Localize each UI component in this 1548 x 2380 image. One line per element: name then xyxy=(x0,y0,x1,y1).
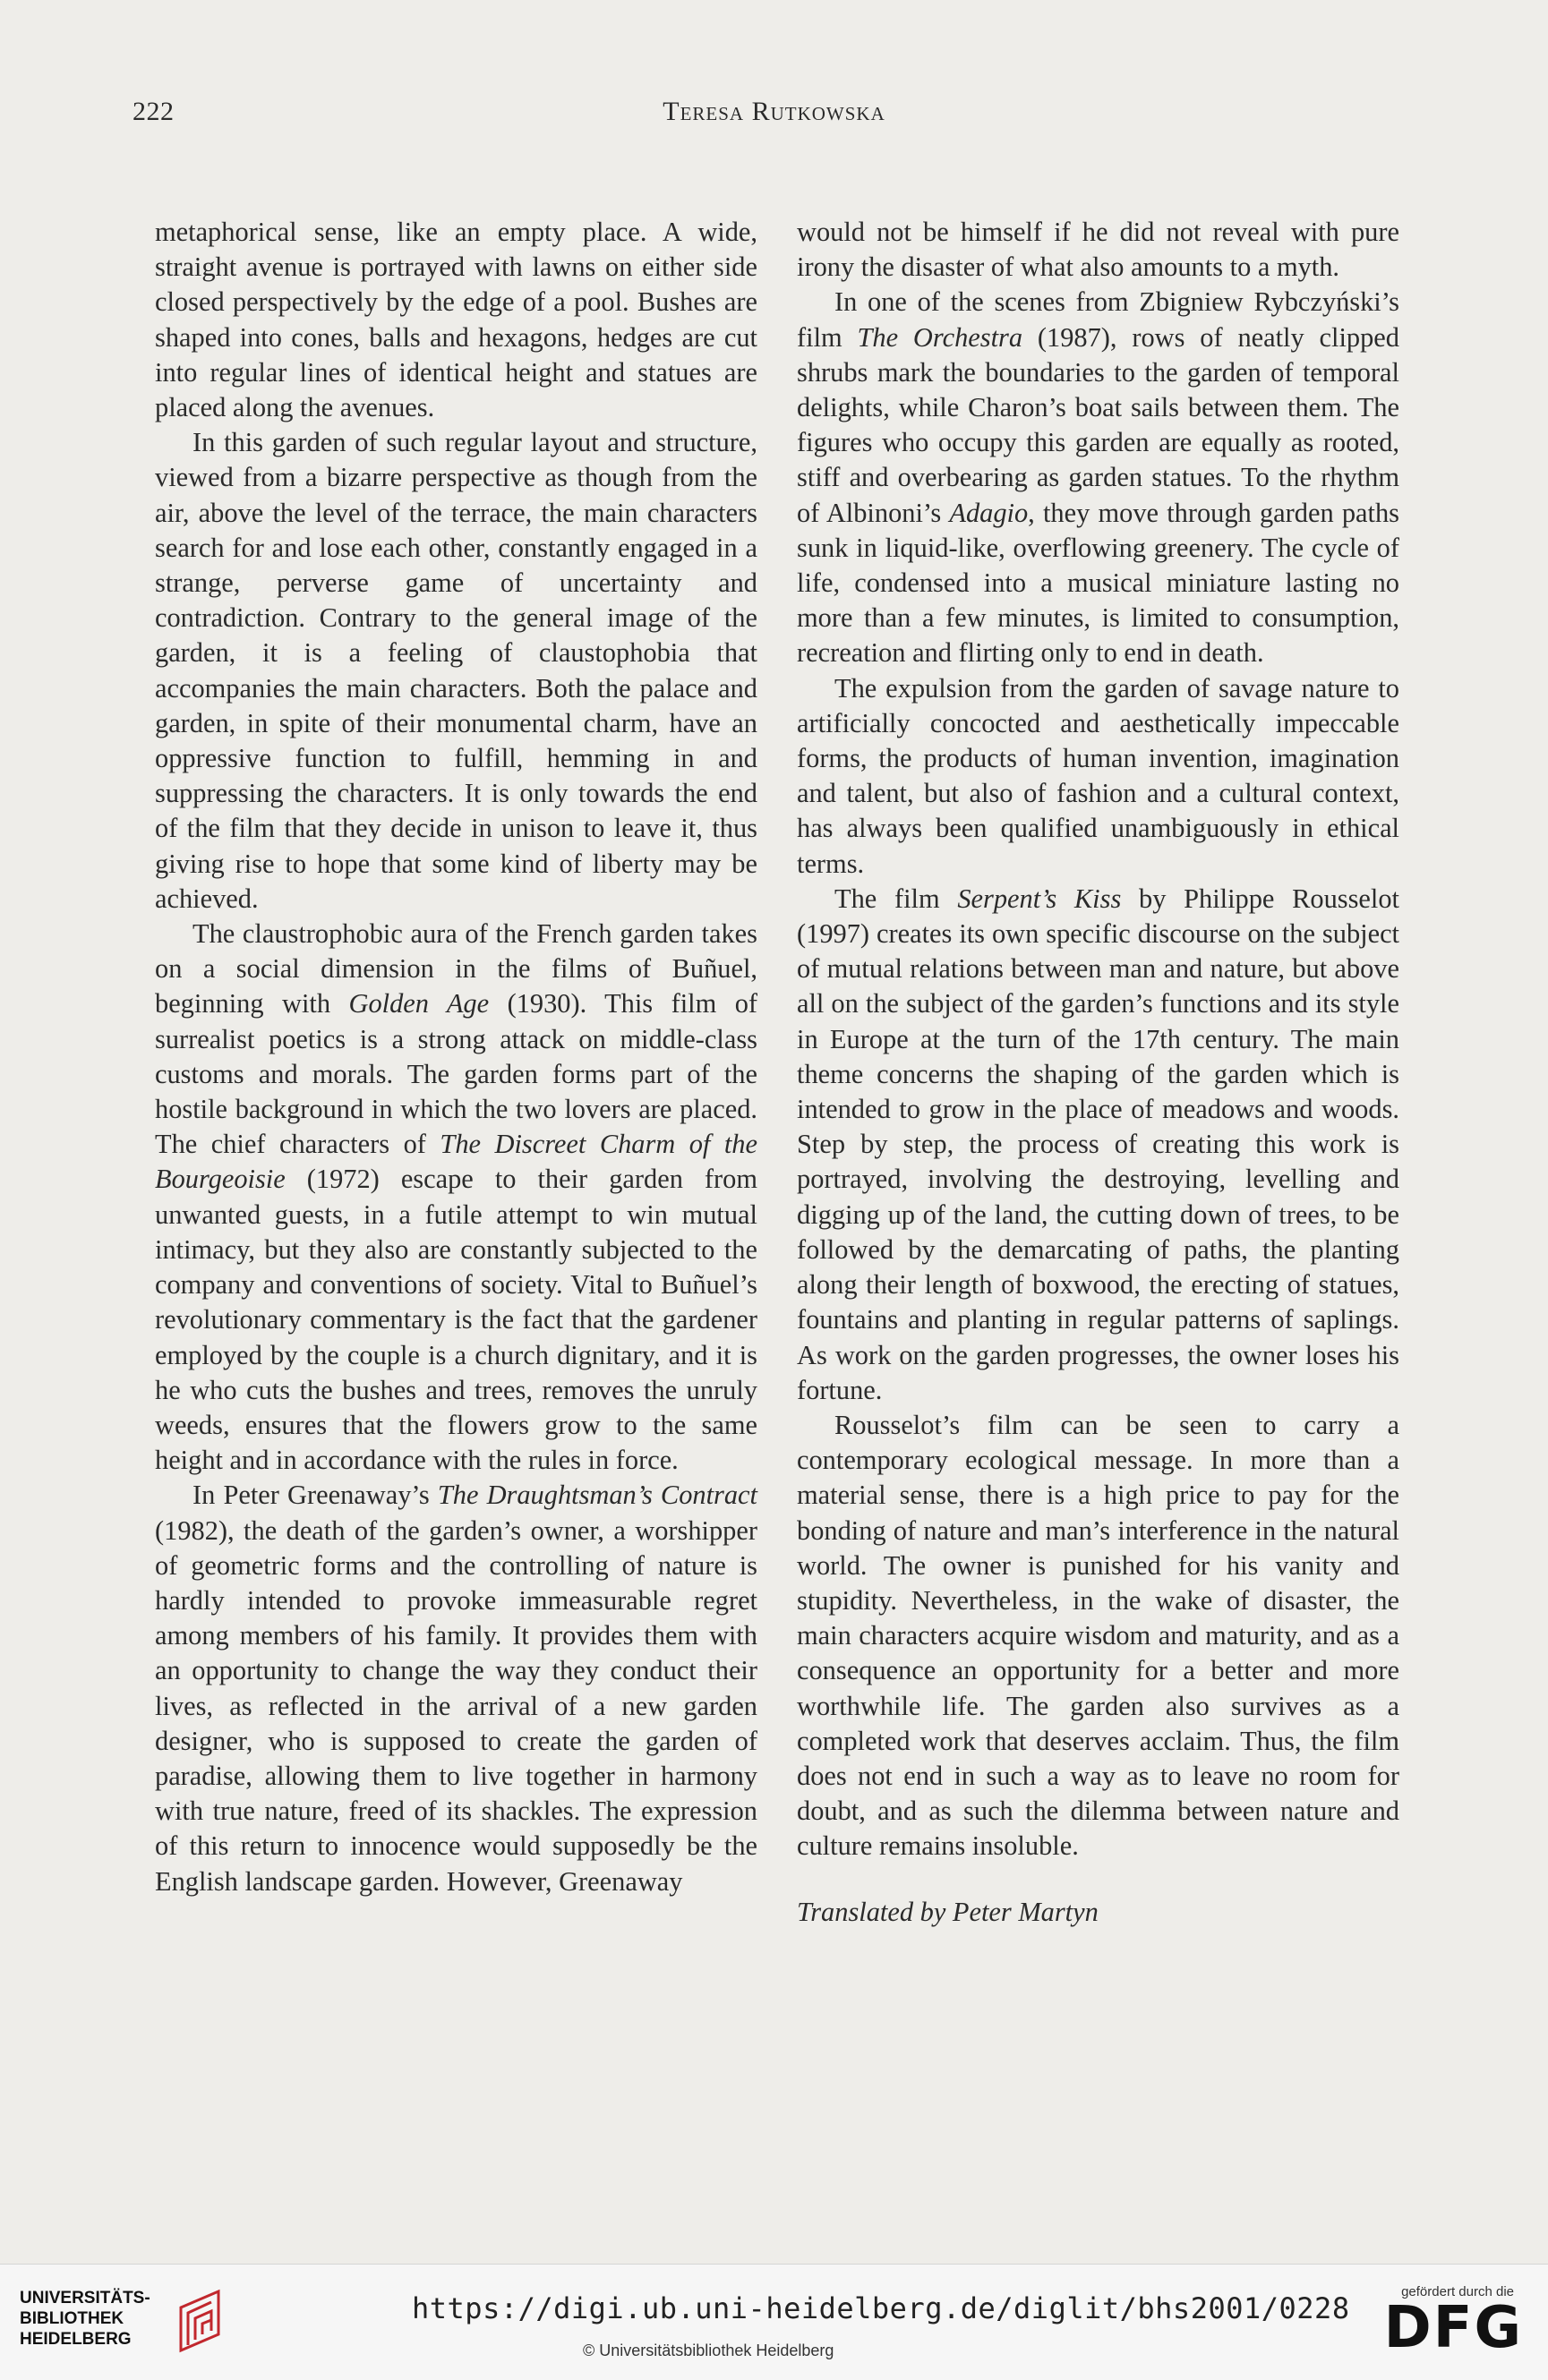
permalink-url[interactable]: https://digi.ub.uni-heidelberg.de/diglit/bhs2001/0228 xyxy=(412,2291,1350,2325)
right-column xyxy=(797,215,1399,1930)
paragraph: The film Serpent’s Kiss by Philippe Rousselot (1997) creates its own specific discourse on the subject of mutual relations between man and nature, but above all on the subject of the garden’s functions and its style in Europe at the turn of the 17th century. The main theme concerns the shaping of the garden which is intended to grow in the place of meadows and woods. Step by step, the process of creating this work is portrayed, involving the destroying, levelling and digging up of the land, the cutting down of trees, to be followed by the demarcating of paths, the planting along their length of boxwood, the erecting of statues, fountains and planting in regular patterns of saplings. As work on the garden progresses, the owner loses his fortune. xyxy=(797,883,1400,1405)
funded-by-text: gefördert durch die xyxy=(1401,2284,1514,2299)
library-logo[interactable] xyxy=(20,2288,252,2359)
running-head: Teresa Rutkowska xyxy=(663,97,885,126)
paragraph: metaphorical sense, like an empty place. A wide, straight avenue is portrayed with lawns on either side closed perspectively by the edge of a pool. Bushes are shaped into cones, balls and hexagons, hedges are cut into regular lines of identical height and statues are placed along the avenues. xyxy=(155,217,757,423)
page-number: 222 xyxy=(133,97,175,126)
film-title: The Draughtsman’s Contract xyxy=(437,1480,757,1511)
film-title: The Discreet Charm of the Bourgeoisie xyxy=(155,1129,757,1195)
paragraph: Rousselot’s film can be seen to carry a contemporary ecological message. In more than a material sense, there is a high price to pay for the bonding of nature and man’s interference in the natural world. The owner is punished for his vanity and stupidity. Nevertheless, in the wake of disaster, the main characters acquire wisdom and maturity, and as a consequence an opportunity for a better and more worthwhile life. The garden also survives as a completed work that deserves acclaim. Thus, the film does not end in such a way as to leave no room for doubt, and as such the dilemma between nature and culture remains insoluble. xyxy=(797,1409,1399,1862)
music-title: Adagio xyxy=(949,497,1029,528)
library-emblem-icon xyxy=(172,2288,235,2359)
digitization-footer xyxy=(0,2264,1548,2380)
paragraph: The expulsion from the garden of savage nature to artificially concocted and aesthetically impeccable forms, the products of human invention, imagination and talent, but also of fashion and a cultural context, has always been qualified unambiguously in ethical terms. xyxy=(797,672,1399,879)
film-title: Golden Age xyxy=(348,988,490,1019)
translator-credit: Translated by Peter Martyn xyxy=(797,1896,1099,1927)
dfg-wordmark: DFG xyxy=(1383,2295,1523,2361)
paragraph: In Peter Greenaway’s The Draughtsman’s Contract (1982), the death of the garden’s owner, a worshipper of geometric forms and the controlling of nature is hardly intended to provoke immeasurable regret among members of his family. It provides them with an opportunity to change the way they conduct their lives, as reflected in the arrival of a new garden designer, who is supposed to create the garden of paradise, allowing them to live together in harmony with true nature, freed of its shackles. The expression of this return to innocence would supposedly be the English landscape garden. However, Greenaway xyxy=(155,1480,757,1897)
paragraph: The claustrophobic aura of the French garden takes on a social dimension in the films of Buñuel, beginning with Golden Age (1930). This film of surrealist poetics is a strong attack on middle-class customs and morals. The garden forms part of the hostile background in which the two lovers are placed. The chief characters of The Discreet Charm of the Bourgeoisie (1972) escape to their garden from unwanted guests, in a futile attempt to win mutual intimacy, but they also are constantly subjected to the company and conventions of society. Vital to Buñuel’s revolutionary commentary is the fact that the gardener employed by the couple is a church dignitary, and it is he who cuts the bushes and trees, removes the unruly weeds, ensures that the flowers grow to the same height and in accordance with the rules in force. xyxy=(155,918,758,1476)
paragraph: would not be himself if he did not reveal with pure irony the disaster of what also amounts to a myth. xyxy=(797,217,1399,283)
paragraph: In one of the scenes from Zbigniew Rybczyński’s film The Orchestra (1987), rows of neatly clipped shrubs mark the boundaries to the garden of temporal delights, while Charon’s boat sails between them. The figures who occupy this garden are equally as rooted, stiff and overbearing as garden statues. To the rhythm of Albinoni’s Adagio, they move through garden paths sunk in liquid-like, overflowing greenery. The cycle of life, condensed into a musical miniature lasting no more than a few minutes, is limited to consumption, recreation and flirting only to end in death. xyxy=(797,286,1399,669)
paragraph: In this garden of such regular layout and structure, viewed from a bizarre perspective as though from the air, above the level of the terrace, the main characters search for and lose each other, constantly engaged in a strange, perverse game of uncertainty and contradiction. Contrary to the general image of the garden, it is a feeling of claustophobia that accompanies the main characters. Both the palace and garden, in spite of their monumental charm, have an oppressive function to fulfill, hemming in and suppressing the characters. It is only towards the end of the film that they decide in unison to leave it, thus giving rise to hope that some kind of liberty may be achieved. xyxy=(155,427,757,914)
dfg-logo[interactable] xyxy=(1353,2284,1523,2361)
text-columns xyxy=(155,215,1399,1930)
film-title: The Orchestra xyxy=(857,321,1023,353)
film-title: Serpent’s Kiss xyxy=(957,883,1122,914)
copyright-notice: © Universitätsbibliothek Heidelberg xyxy=(583,2342,834,2359)
page-header xyxy=(133,97,1415,132)
left-column xyxy=(155,215,757,1930)
library-name: UNIVERSITÄTS- BIBLIOTHEK HEIDELBERG xyxy=(20,2289,150,2349)
